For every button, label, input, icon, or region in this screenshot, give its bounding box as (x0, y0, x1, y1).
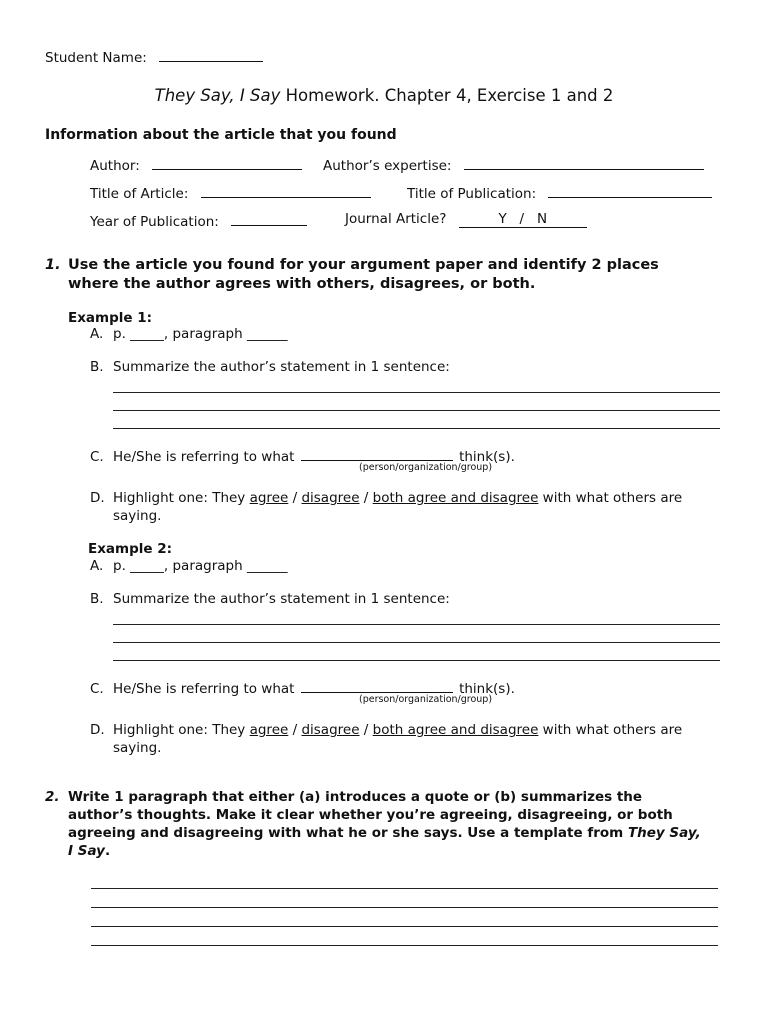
example-2-d-line2: saying. (113, 740, 162, 756)
example-2-c-note: (person/organization/group) (359, 694, 493, 705)
q2-answer-line-4[interactable] (91, 945, 718, 946)
article-title-row: Title of Article: (90, 183, 371, 202)
page-title: They Say, I Say Homework. Chapter 4, Exercise 1 and 2 (154, 86, 614, 105)
example-1-answer-line-3[interactable] (113, 428, 720, 429)
example-1-answer-line-2[interactable] (113, 410, 720, 411)
q1-line1: Use the article you found for your argument paper and identify 2 places (68, 257, 659, 273)
example-1-agree-option[interactable]: agree (249, 490, 289, 506)
journal-yn-choice[interactable]: Y / N (459, 211, 587, 228)
q1-number: 1. (45, 257, 61, 273)
q2-line3: agreeing and disagreeing with what he or she says. Use a template from They Say, (68, 825, 701, 841)
student-name-blank[interactable] (159, 47, 263, 62)
example-1-c-note: (person/organization/group) (359, 462, 493, 473)
example-2-answer-line-3[interactable] (113, 660, 720, 661)
student-name-row (45, 47, 263, 66)
example-2-heading: Example 2: (88, 541, 173, 557)
expertise-blank[interactable] (464, 155, 704, 170)
example-1-d-line2: saying. (113, 508, 162, 524)
example-2-b: B. Summarize the author’s statement in 1 sentence: (90, 591, 450, 607)
example-2-a: A. p. _____, paragraph ______ (90, 558, 288, 574)
q2-line4: I Say. (68, 843, 111, 859)
example-2-answer-line-2[interactable] (113, 642, 720, 643)
year-blank[interactable] (231, 211, 307, 226)
q2-line1: Write 1 paragraph that either (a) introduces a quote or (b) summarizes the (68, 789, 643, 805)
example-2-agree-option[interactable]: agree (249, 722, 289, 738)
example-1-d: D. Highlight one: They agree / disagree / both agree and disagree with what others are (90, 490, 683, 506)
example-1-disagree-option[interactable]: disagree (301, 490, 360, 506)
q2-line2: author’s thoughts. Make it clear whether you’re agreeing, disagreeing, or both (68, 807, 673, 823)
publication-title-row: Title of Publication: (407, 183, 712, 202)
example-2-answer-line-1[interactable] (113, 624, 720, 625)
publication-title-blank[interactable] (548, 183, 712, 198)
example-2-c: C. He/She is referring to what think(s). (90, 678, 515, 697)
expertise-row: Author’s expertise: (323, 155, 704, 174)
example-1-a: A. p. _____, paragraph ______ (90, 326, 288, 342)
example-1-answer-line-1[interactable] (113, 392, 720, 393)
example-2-disagree-option[interactable]: disagree (301, 722, 360, 738)
example-1-heading: Example 1: (68, 310, 153, 326)
q2-number: 2. (45, 789, 60, 805)
journal-row: Journal Article? Y / N (345, 211, 587, 228)
article-title-blank[interactable] (201, 183, 371, 198)
info-heading: Information about the article that you found (45, 127, 397, 143)
q2-answer-line-1[interactable] (91, 888, 718, 889)
example-1-both-option[interactable]: both agree and disagree (372, 490, 539, 506)
q2-answer-line-2[interactable] (91, 907, 718, 908)
example-1-referent-blank[interactable] (301, 446, 453, 461)
example-2-referent-blank[interactable] (301, 678, 453, 693)
author-blank[interactable] (152, 155, 302, 170)
example-1-b: B. Summarize the author’s statement in 1 sentence: (90, 359, 450, 375)
example-1-c: C. He/She is referring to what think(s). (90, 446, 515, 465)
q2-answer-line-3[interactable] (91, 926, 718, 927)
example-2-d: D. Highlight one: They agree / disagree / both agree and disagree with what others are (90, 722, 683, 738)
student-name-label: Student Name: (45, 50, 147, 66)
q1-line2: where the author agrees with others, disagrees, or both. (68, 276, 536, 292)
year-row: Year of Publication: (90, 211, 307, 230)
author-row: Author: (90, 155, 302, 174)
example-2-both-option[interactable]: both agree and disagree (372, 722, 539, 738)
